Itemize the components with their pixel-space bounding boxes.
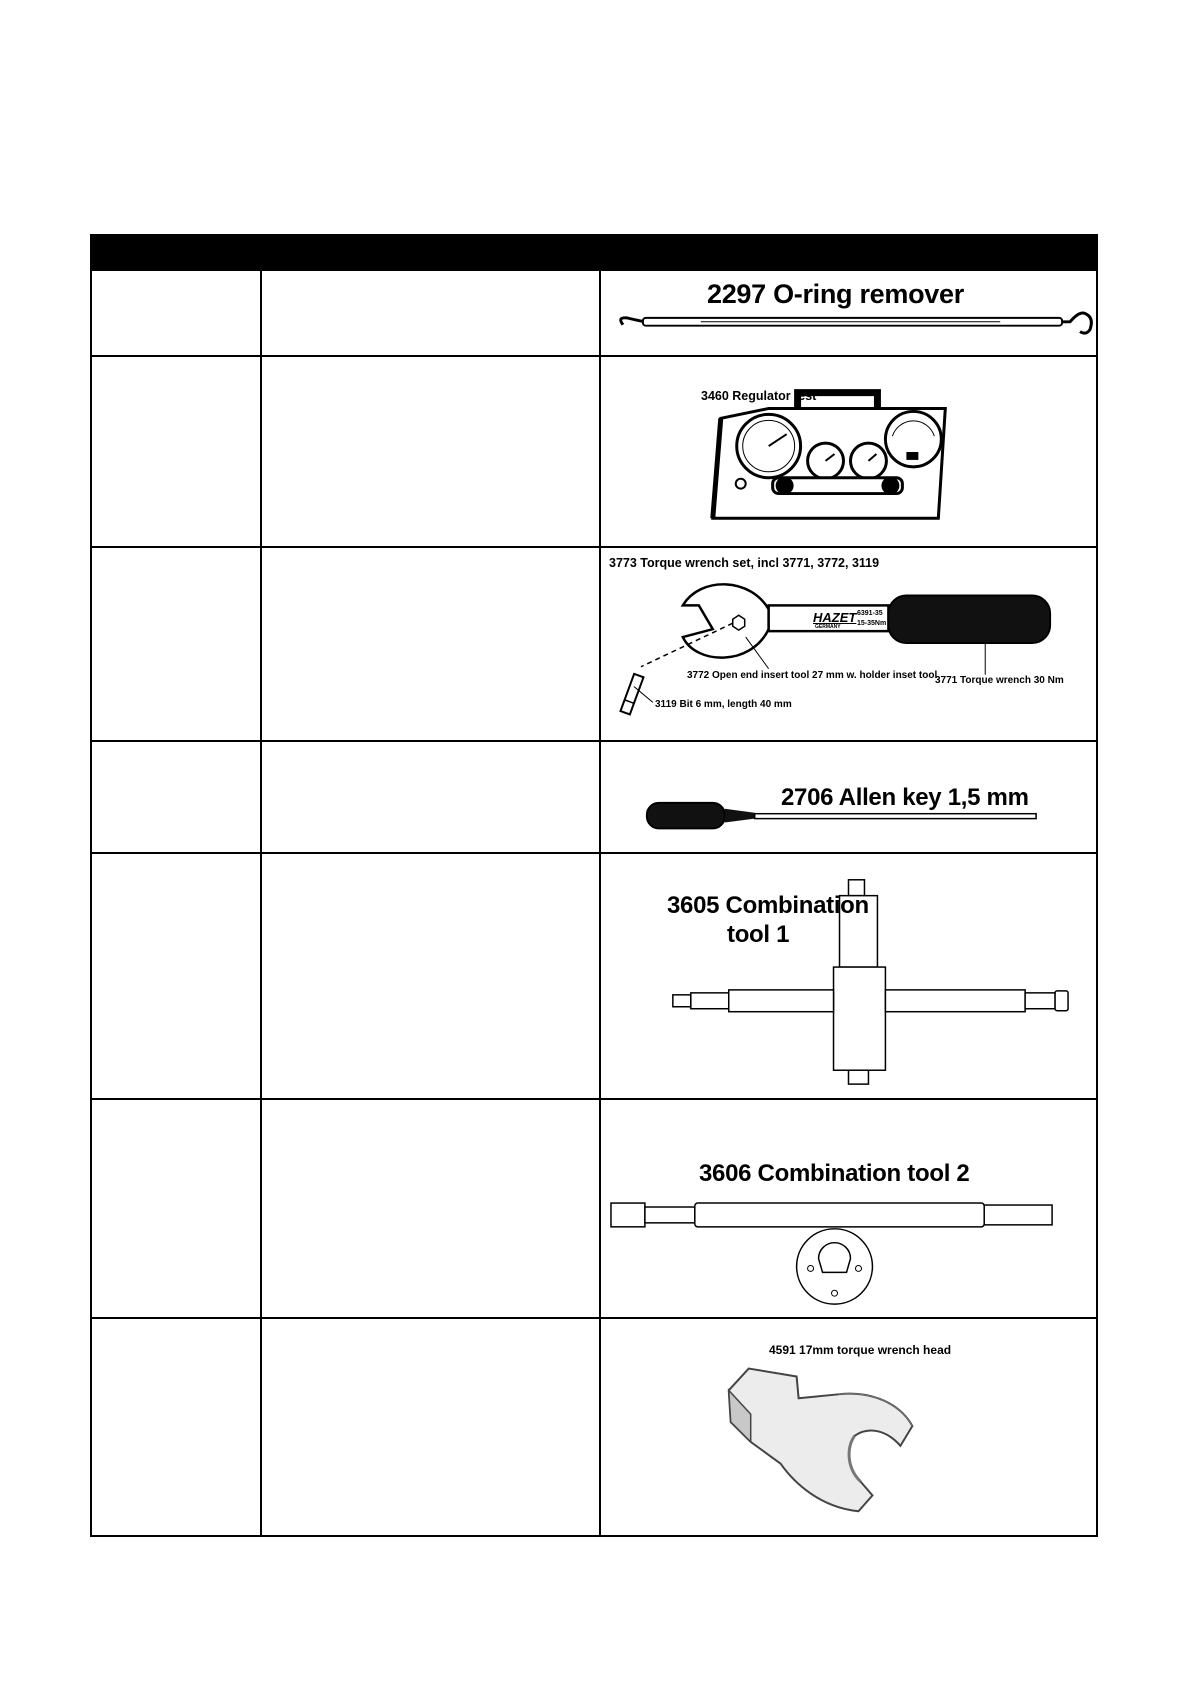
table-row bbox=[91, 853, 1097, 1099]
table-row bbox=[91, 1318, 1097, 1536]
row-cell-2 bbox=[261, 1318, 600, 1536]
row-cell-1 bbox=[91, 1099, 261, 1318]
row-cell-2 bbox=[261, 1099, 600, 1318]
tool-illustration-cell bbox=[600, 853, 1097, 1099]
tool-illustration-cell bbox=[600, 1318, 1097, 1536]
row-cell-2 bbox=[261, 356, 600, 547]
tool-label: 3773 Torque wrench set, incl 3771, 3772, 3119 bbox=[609, 556, 880, 570]
tool-label: tool 1 bbox=[727, 921, 790, 948]
tool-label: 2706 Allen key 1,5 mm bbox=[781, 784, 1029, 811]
tool-label: 3460 Regulator test bbox=[701, 389, 817, 403]
tool-label: 4591 17mm torque wrench head bbox=[769, 1343, 952, 1357]
wrench-model: 6391-35 bbox=[857, 610, 883, 617]
wrench-range: 15-35Nm bbox=[857, 620, 887, 627]
table-row bbox=[91, 547, 1097, 741]
tool-illustration-cell bbox=[600, 547, 1097, 741]
row-cell-2 bbox=[261, 853, 600, 1099]
row-cell-1 bbox=[91, 741, 261, 853]
tool-label: 2297 O-ring remover bbox=[707, 279, 964, 309]
row-cell-2 bbox=[261, 547, 600, 741]
row-cell-1 bbox=[91, 270, 261, 356]
tool-label: 3119 Bit 6 mm, length 40 mm bbox=[655, 699, 792, 710]
regulator-test-case-icon bbox=[601, 357, 1096, 546]
row-cell-1 bbox=[91, 547, 261, 741]
row-cell-1 bbox=[91, 853, 261, 1099]
row-cell-2 bbox=[261, 741, 600, 853]
row-cell-1 bbox=[91, 356, 261, 547]
tool-label: 3606 Combination tool 2 bbox=[699, 1160, 970, 1187]
table-header-row bbox=[91, 235, 1097, 270]
table-row bbox=[91, 270, 1097, 356]
tool-label: 3605 Combination bbox=[667, 892, 869, 919]
tool-illustration-cell bbox=[600, 741, 1097, 853]
tools-table bbox=[90, 234, 1098, 1537]
row-cell-2 bbox=[261, 270, 600, 356]
torque-wrench-set-icon bbox=[601, 548, 1096, 740]
wrench-brand: HAZET bbox=[813, 610, 857, 625]
tool-illustration-cell bbox=[600, 1099, 1097, 1318]
header-cell-2 bbox=[261, 235, 600, 270]
wrench-origin: GERMANY bbox=[815, 624, 841, 630]
combination-tool-2-icon bbox=[601, 1100, 1096, 1317]
header-cell-1 bbox=[91, 235, 261, 270]
table-row bbox=[91, 741, 1097, 853]
tool-label: 3772 Open end insert tool 27 mm w. holder inset tool bbox=[687, 670, 938, 681]
table-row bbox=[91, 1099, 1097, 1318]
combination-tool-1-icon bbox=[601, 854, 1096, 1098]
row-cell-1 bbox=[91, 1318, 261, 1536]
tool-label: 3771 Torque wrench 30 Nm bbox=[935, 675, 1064, 686]
header-cell-3 bbox=[600, 235, 1097, 270]
tool-illustration-cell bbox=[600, 270, 1097, 356]
tool-illustration-cell bbox=[600, 356, 1097, 547]
table-row bbox=[91, 356, 1097, 547]
